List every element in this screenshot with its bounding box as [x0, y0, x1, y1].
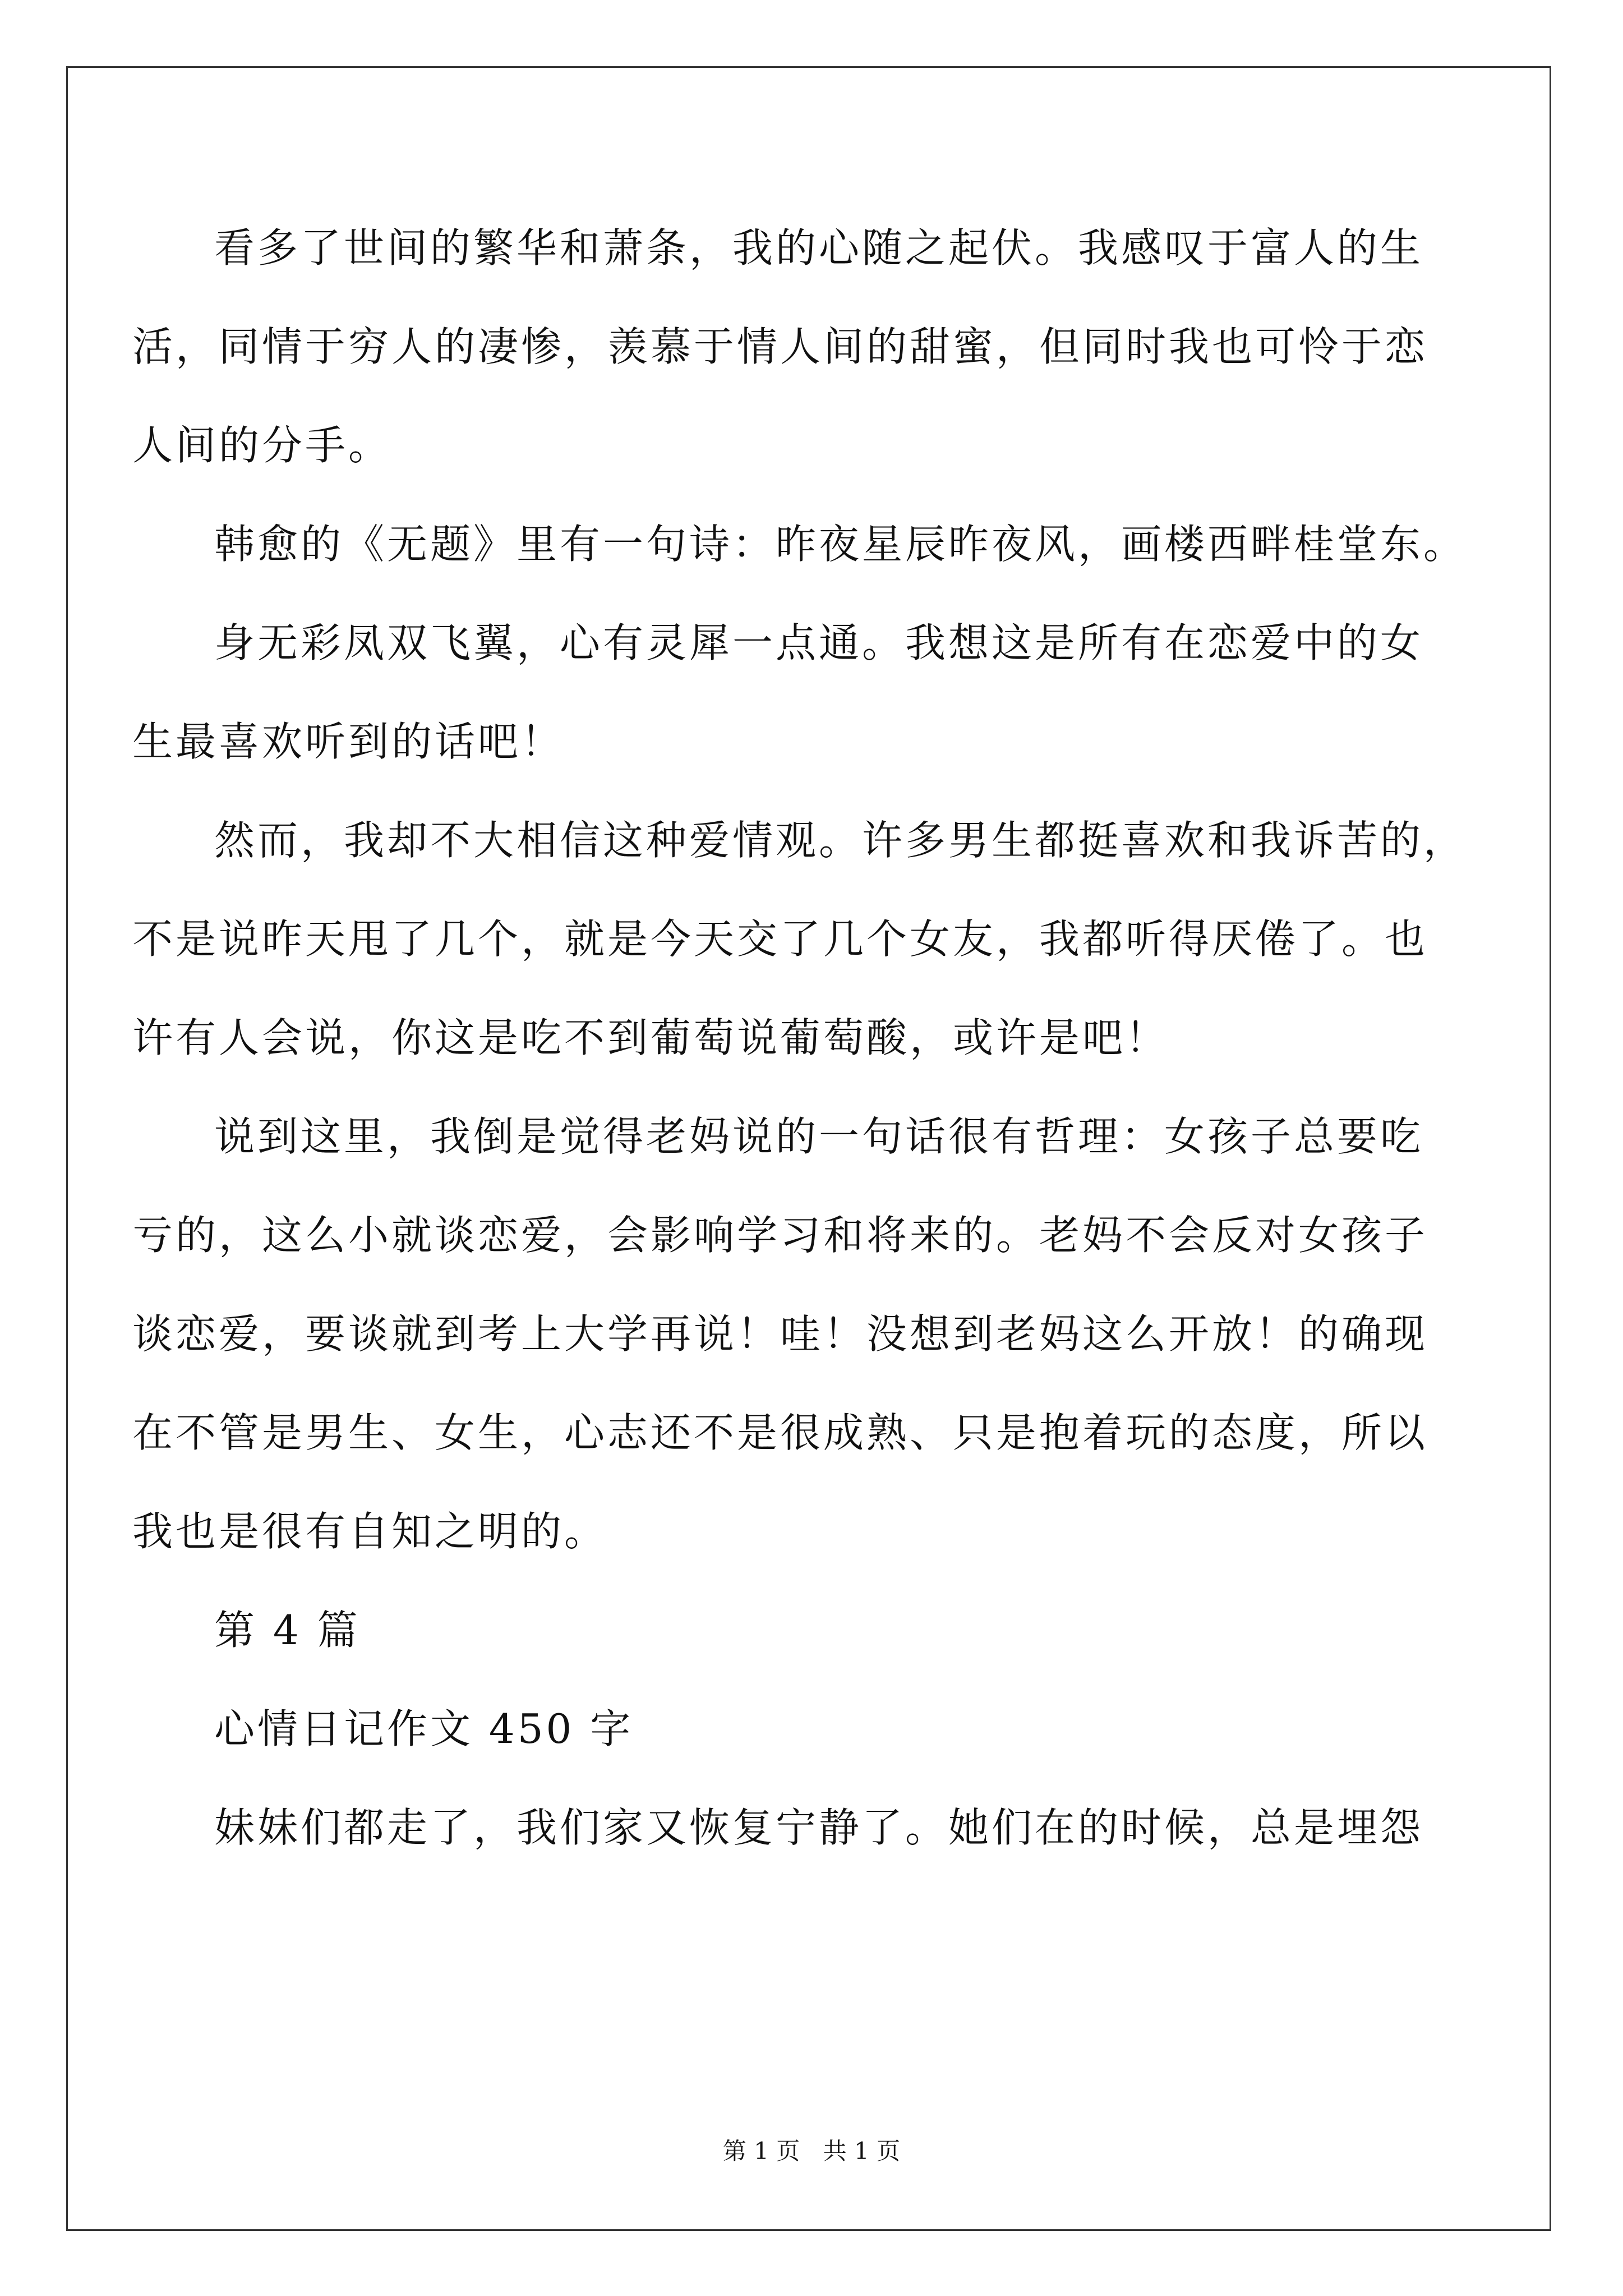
- paragraph-3-line-1: 身无彩凤双飞翼，心有灵犀一点通。我想这是所有在恋爱中的女: [214, 619, 1424, 666]
- section-heading: 第 4 篇: [214, 1607, 361, 1654]
- paragraph-1-line-3: 人间的分手。: [132, 422, 392, 469]
- paragraph-1-line-2: 活，同情于穷人的凄惨，羡慕于情人间的甜蜜，但同时我也可怜于恋: [132, 323, 1428, 370]
- paragraph-6-line-1: 妹妹们都走了，我们家又恢复宁静了。她们在的时候，总是埋怨: [214, 1804, 1424, 1851]
- page-footer: [0, 2137, 1623, 2165]
- paragraph-4-line-1: 然而，我却不大相信这种爱情观。许多男生都挺喜欢和我诉苦的，: [214, 817, 1467, 864]
- page-number-current: 第 1 页: [722, 2137, 800, 2165]
- paragraph-5-line-4: 在不管是男生、女生，心志还不是很成熟、只是抱着玩的态度，所以: [132, 1409, 1428, 1456]
- page-number-total: 共 1 页: [823, 2137, 901, 2165]
- paragraph-5-line-1: 说到这里，我倒是觉得老妈说的一句话很有哲理：女孩子总要吃: [214, 1113, 1424, 1160]
- paragraph-1-line-1: 看多了世间的繁华和萧条，我的心随之起伏。我感叹于富人的生: [214, 224, 1424, 272]
- paragraph-3-line-2: 生最喜欢听到的话吧！: [132, 718, 565, 765]
- paragraph-4-line-3: 许有人会说，你这是吃不到葡萄说葡萄酸，或许是吧！: [132, 1014, 1169, 1061]
- paragraph-5-line-3: 谈恋爱，要谈就到考上大学再说！哇！没想到老妈这么开放！的确现: [132, 1310, 1428, 1358]
- article-title: 心情日记作文 450 字: [214, 1705, 634, 1752]
- paragraph-2-line-1: 韩愈的《无题》里有一句诗：昨夜星辰昨夜风，画楼西畔桂堂东。: [214, 521, 1467, 568]
- paragraph-4-line-2: 不是说昨天甩了几个，就是今天交了几个女友，我都听得厌倦了。也: [132, 915, 1428, 963]
- paragraph-5-line-5: 我也是很有自知之明的。: [132, 1508, 608, 1555]
- paragraph-5-line-2: 亏的，这么小就谈恋爱，会影响学习和将来的。老妈不会反对女孩子: [132, 1212, 1428, 1259]
